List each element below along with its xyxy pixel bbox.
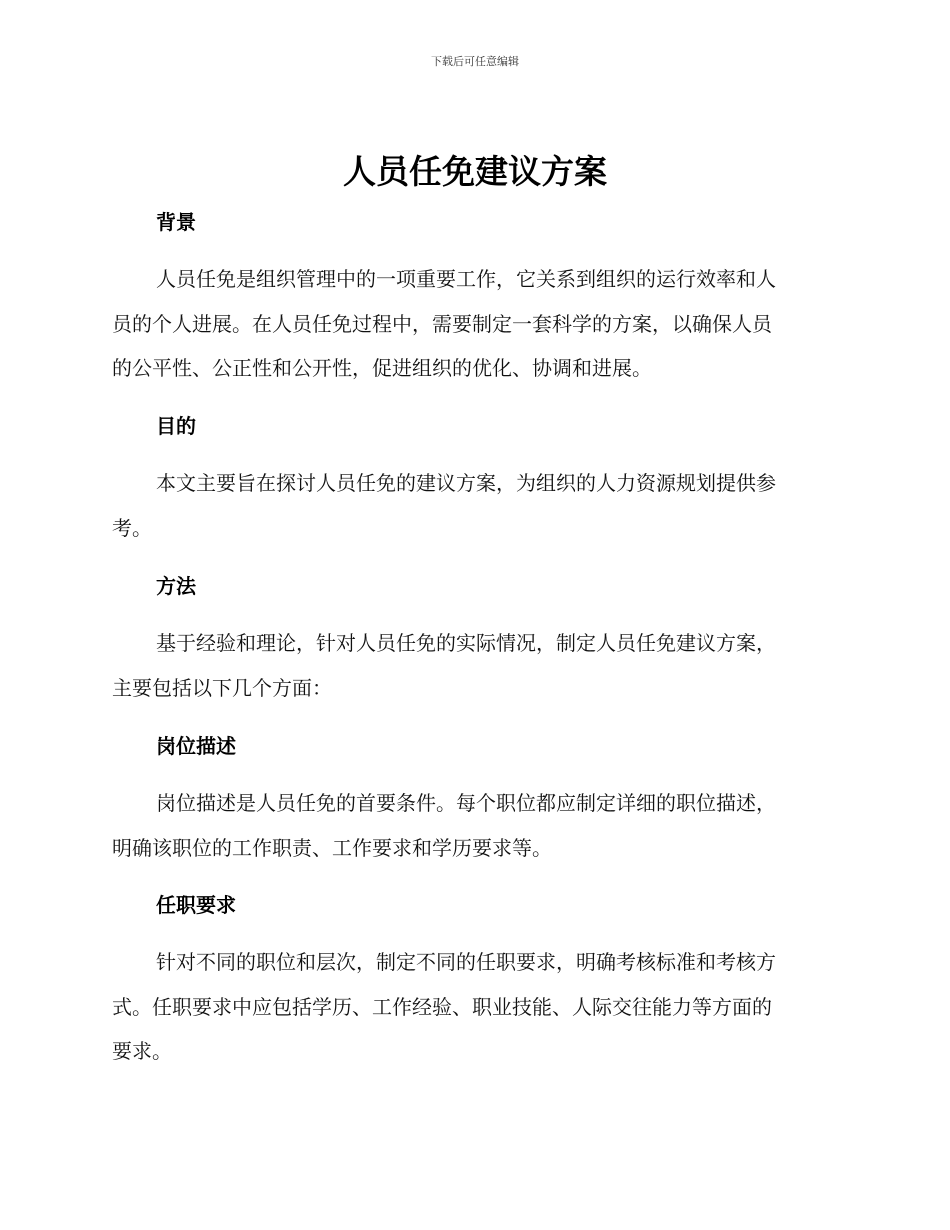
paragraph-line: 式。任职要求中应包括学历、工作经验、职业技能、人际交往能力等方面的 bbox=[112, 994, 772, 1019]
paragraph-line: 岗位描述是人员任免的首要条件。每个职位都应制定详细的职位描述， bbox=[156, 791, 776, 815]
paragraph-line: 明确该职位的工作职责、工作要求和学历要求等。 bbox=[112, 835, 552, 860]
paragraph-line: 基于经验和理论，针对人员任免的实际情况，制定人员任免建议方案， bbox=[156, 631, 776, 655]
section-body-purpose bbox=[112, 461, 830, 550]
section-heading-job-requirements: 任职要求 bbox=[156, 893, 236, 917]
section-body-method bbox=[112, 621, 830, 710]
section-heading-job-description: 岗位描述 bbox=[156, 734, 236, 758]
paragraph-line: 要求。 bbox=[112, 1039, 172, 1064]
section-heading-background: 背景 bbox=[156, 210, 196, 234]
paragraph-line: 的公平性、公正性和公开性，促进组织的优化、协调和进展。 bbox=[112, 356, 652, 381]
document-title: 人员任免建议方案 bbox=[343, 152, 607, 191]
section-heading-purpose: 目的 bbox=[156, 414, 196, 438]
section-body-background bbox=[112, 257, 830, 391]
paragraph-line: 本文主要旨在探讨人员任免的建议方案，为组织的人力资源规划提供参 bbox=[156, 471, 776, 495]
section-body-job-requirements bbox=[112, 940, 830, 1074]
paragraph-line: 针对不同的职位和层次，制定不同的任职要求，明确考核标准和考核方 bbox=[156, 950, 776, 974]
paragraph-line: 人员任免是组织管理中的一项重要工作，它关系到组织的运行效率和人 bbox=[156, 267, 776, 291]
paragraph-line: 员的个人进展。在人员任免过程中，需要制定一套科学的方案，以确保人员 bbox=[112, 311, 772, 336]
page-header-note: 下载后可任意编辑 bbox=[431, 55, 519, 68]
section-body-job-description bbox=[112, 781, 830, 870]
section-heading-method: 方法 bbox=[156, 574, 196, 598]
paragraph-line: 考。 bbox=[112, 515, 152, 540]
paragraph-line: 主要包括以下几个方面： bbox=[112, 675, 332, 700]
